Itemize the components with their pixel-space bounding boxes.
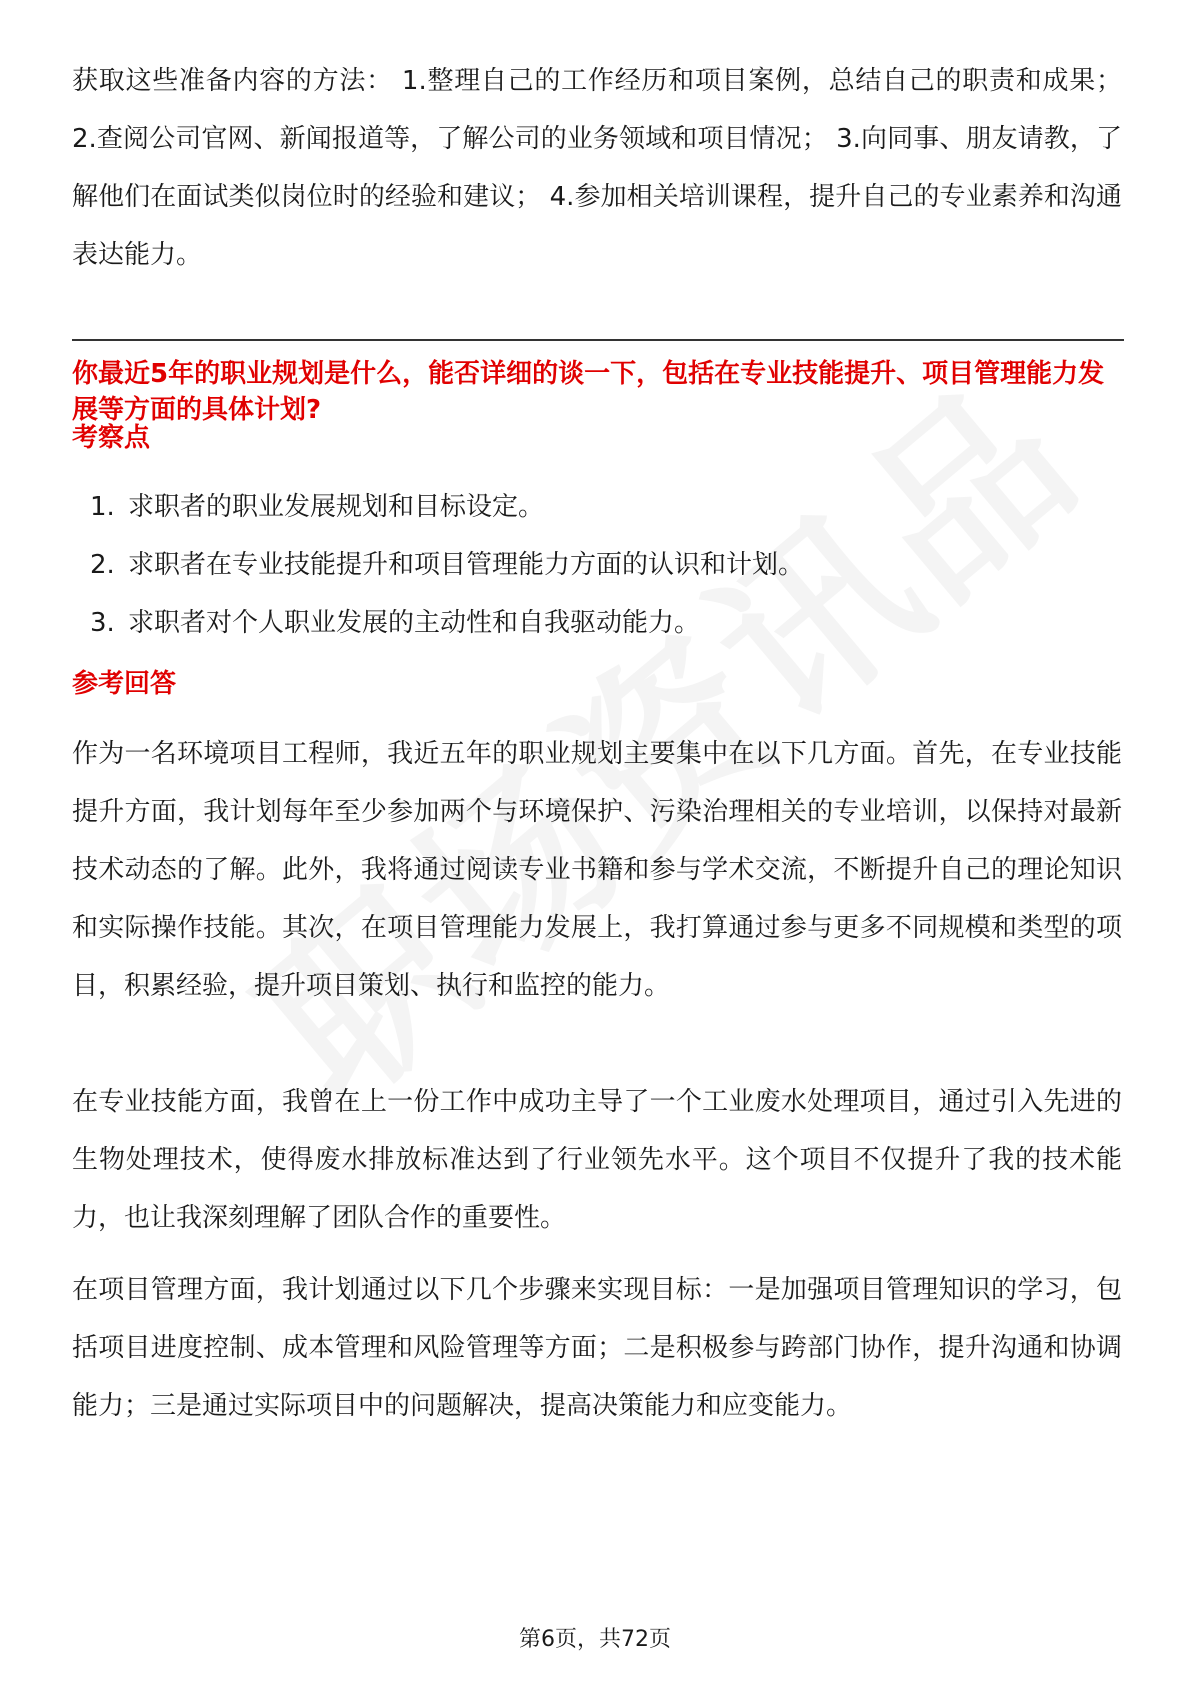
list-item-number: 1. [90, 492, 115, 522]
answer-paragraph: 在项目管理方面，我计划通过以下几个步骤来实现目标：一是加强项目管理知识的学习，包括项目进度控制、成本管理和风险管理等方面；二是积极参与跨部门协作，提升沟通和协调能力；三是通过实际项目中的问题解决，提高决策能力和应变能力。 [72, 1275, 1122, 1421]
list-item-text: 求职者在专业技能提升和项目管理能力方面的认识和计划。 [128, 550, 805, 580]
list-item-number: 2. [90, 550, 115, 580]
section-divider [72, 339, 1124, 341]
list-item-number: 3. [90, 608, 115, 638]
list-item-text: 求职者的职业发展规划和目标设定。 [128, 492, 545, 522]
list-item [90, 478, 1110, 536]
answer-title: 参考回答 [72, 669, 177, 699]
list-item [90, 536, 1110, 594]
list-item-text: 求职者对个人职业发展的主动性和自我驱动能力。 [128, 608, 701, 638]
list-item [90, 594, 1110, 652]
assessment-list [90, 478, 1110, 652]
assessment-title: 考察点 [72, 423, 151, 453]
answer-paragraph: 作为一名环境项目工程师，我近五年的职业规划主要集中在以下几方面。首先，在专业技能提升方面，我计划每年至少参加两个与环境保护、污染治理相关的专业培训，以保持对最新技术动态的了解。此外，我将通过阅读专业书籍和参与学术交流，不断提升自己的理论知识和实际操作技能。其次，在项目管理能力发展上，我打算通过参与更多不同规模和类型的项目，积累经验，提升项目策划、执行和监控的能力。 [72, 739, 1122, 1001]
intro-paragraph: 获取这些准备内容的方法： 1.整理自己的工作经历和项目案例，总结自己的职责和成果； 2.查阅公司官网、新闻报道等，了解公司的业务领域和项目情况； 3.向同事、朋友请教，了解他们在面试类似岗位时的经验和建议； 4.参加相关培训课程，提升自己的专业素养和沟通表达能力。 [72, 66, 1122, 270]
interview-question: 你最近5年的职业规划是什么，能否详细的谈一下，包括在专业技能提升、项目管理能力发展等方面的具体计划? [72, 359, 1105, 425]
answer-paragraph: 在专业技能方面，我曾在上一份工作中成功主导了一个工业废水处理项目，通过引入先进的生物处理技术，使得废水排放标准达到了行业领先水平。这个项目不仅提升了我的技术能力，也让我深刻理解了团队合作的重要性。 [72, 1087, 1122, 1233]
page-number: 第6页，共72页 [519, 1627, 671, 1652]
